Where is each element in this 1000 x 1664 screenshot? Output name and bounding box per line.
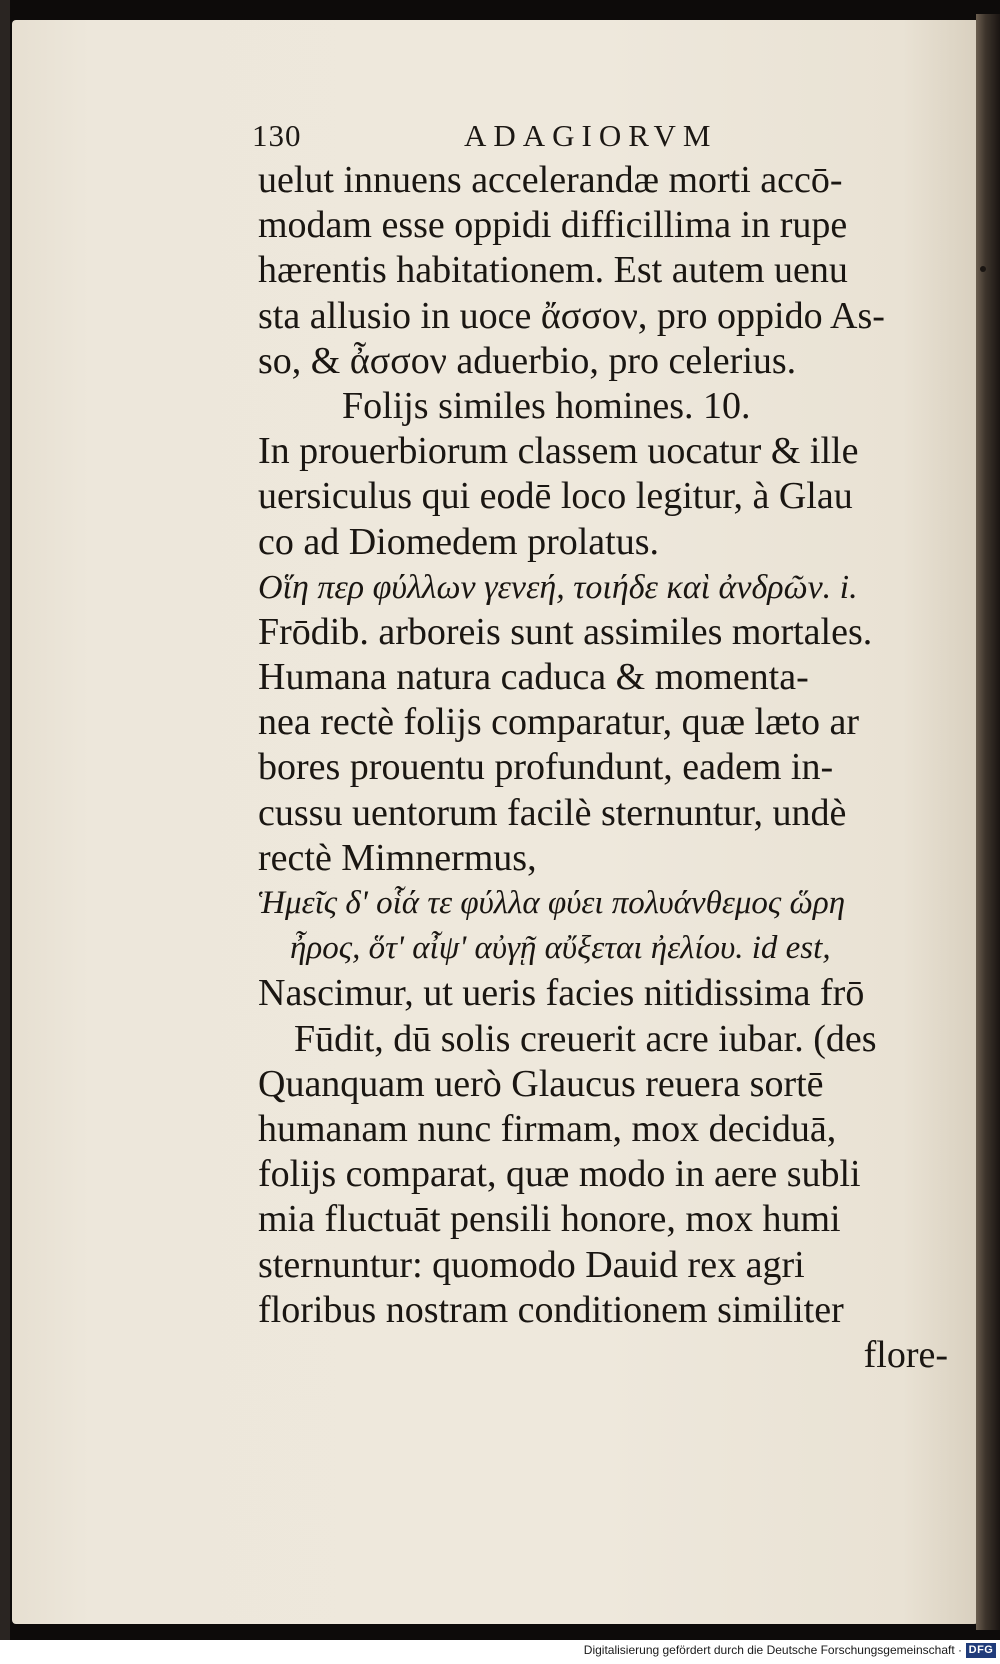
text-line: rectè Mimnermus,: [258, 836, 537, 879]
page-edge-shadow: [976, 14, 1000, 1630]
ink-mark: [980, 266, 986, 272]
text-line: Fūdit, dū solis creuerit acre iubar. (des: [294, 1017, 877, 1060]
text-line: humanam nunc firmam, mox deciduā,: [258, 1107, 837, 1150]
dfg-logo-icon: DFG: [966, 1643, 996, 1658]
text-line: uelut innuens accelerandæ morti accō-: [258, 159, 843, 201]
text-line: Quanquam uerò Glaucus reuera sortē: [258, 1062, 824, 1105]
text-line: cussu uentorum facilè sternuntur, undè: [258, 791, 847, 834]
greek-quote-line: Οἵη περ φύλλων γενεή, τοιήδε καὶ ἀνδρῶν. i.: [258, 568, 858, 606]
greek-verse-line: Ἡμεῖς δ' οἷά τε φύλλα φύει πολυάνθεμος ὥρη: [258, 885, 846, 921]
book-spine-edge: [0, 0, 10, 1640]
footer-credit: Digitalisierung gefördert durch die Deutsche Forschungsgemeinschaft ·: [583, 1643, 962, 1657]
text-line: Nascimur, ut ueris facies nitidissima frō: [258, 972, 865, 1015]
digitization-footer: [0, 1640, 1000, 1664]
page-number: 130: [252, 118, 302, 153]
text-line: In prouerbiorum classem uocatur & ille: [258, 430, 859, 473]
text-line: co ad Diomedem prolatus.: [258, 520, 660, 563]
page-body: [258, 158, 948, 1378]
greek-verse-line: ἦρος, ὅτ' αἶψ' αὐγῇ αὔξεται ἠελίου. id est,: [290, 930, 831, 967]
text-line: uersiculus qui eodē loco legitur, à Glau: [258, 475, 853, 518]
adage-title: Folijs similes homines. 10.: [342, 384, 751, 427]
running-head: ADAGIORVM: [464, 118, 718, 153]
text-line: sternuntur: quomodo Dauid rex agri: [258, 1243, 805, 1286]
text-line: folijs comparat, quæ modo in aere subli: [258, 1153, 861, 1196]
text-line: bores prouentu profundunt, eadem in-: [258, 746, 834, 789]
text-line: mia fluctuāt pensili honore, mox humi: [258, 1198, 841, 1241]
text-line: Frōdib. arboreis sunt assimiles mortales.: [258, 610, 873, 653]
text-line: floribus nostram conditionem similiter: [258, 1288, 844, 1331]
text-line: sta allusio in uoce ἄσσον, pro oppido As-: [258, 294, 885, 337]
text-line: nea rectè folijs comparatur, quæ læto ar: [258, 701, 859, 744]
text-line: Humana natura caduca & momenta-: [258, 656, 809, 699]
catchword: flore-: [863, 1333, 948, 1376]
text-line: modam esse oppidi difficillima in rupe: [258, 204, 848, 247]
text-line: hærentis habitationem. Est autem uenu: [258, 249, 848, 292]
text-line: so, & ἆσσον aduerbio, pro celerius.: [258, 339, 797, 382]
